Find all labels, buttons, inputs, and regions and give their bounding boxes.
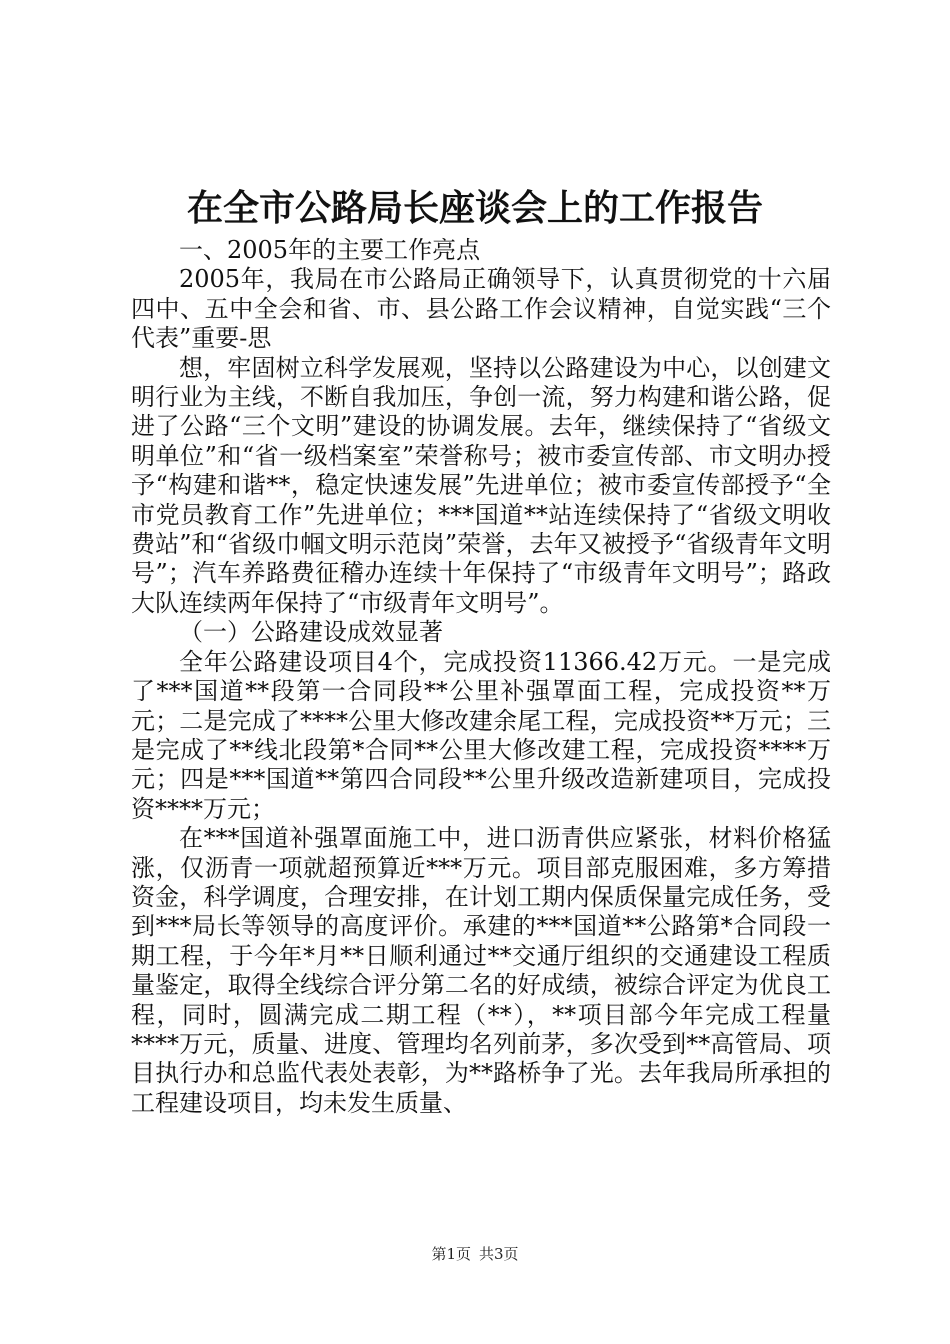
body-paragraph: 想，牢固树立科学发展观，坚持以公路建设为中心，以创建文明行业为主线，不断自我加压，争创一流，努力构建和谐公路，促进了公路“三个文明”建设的协调发展。去年，继续保持了“省级文明单位”和“省一级档案室”荣誉称号；被市委宣传部、市文明办授予“构建和谐**，稳定快速发展”先进单位；被市委宣传部授予“全市党员教育工作”先进单位；***国道**站连续保持了“省级文明收费站”和“省级巾帼文明示范岗”荣誉，去年又被授予“省级青年文明号”；汽车养路费征稽办连续十年保持了“市级青年文明号”；路政大队连续两年保持了“市级青年文明号”。	[131, 353, 831, 617]
page-footer	[0, 1243, 950, 1265]
document-title: 在全市公路局长座谈会上的工作报告	[186, 187, 763, 229]
body-paragraph: 全年公路建设项目4个，完成投资11366.42万元。一是完成了***国道**段第一合同段**公里补强罩面工程，完成投资**万元；二是完成了****公里大修改建余尾工程，完成投资**万元；三是完成了**线北段第*合同**公里大修改建工程，完成投资****万元；四是***国道**第四合同段**公里升级改造新建项目，完成投资****万元；	[131, 647, 831, 823]
body-paragraph: 在***国道补强罩面施工中，进口沥青供应紧张，材料价格猛涨，仅沥青一项就超预算近***万元。项目部克服困难，多方筹措资金，科学调度，合理安排，在计划工期内保质保量完成任务，受到***局长等领导的高度评价。承建的***国道**公路第*合同段一期工程，于今年*月**日顺利通过**交通厅组织的交通建设工程质量鉴定，取得全线综合评分第二名的好成绩，被综合评定为优良工程，同时，圆满完成二期工程（**），**项目部今年完成工程量****万元，质量、进度、管理均名列前茅，多次受到**高管局、项目执行办和总监代表处表彰，为**路桥争了光。去年我局所承担的工程建设项目，均未发生质量、	[131, 824, 831, 1117]
body-paragraph: 2005年，我局在市公路局正确领导下，认真贯彻党的十六届四中、五中全会和省、市、县公路工作会议精神，自觉实践“三个代表”重要-思	[131, 265, 831, 353]
document-body	[131, 236, 831, 1118]
section-heading: 一、2005年的主要工作亮点	[179, 236, 481, 264]
page-total: 共3页	[479, 1245, 519, 1263]
subsection-heading: （一）公路建设成效显著	[179, 618, 443, 647]
page-number: 第1页	[431, 1245, 471, 1263]
